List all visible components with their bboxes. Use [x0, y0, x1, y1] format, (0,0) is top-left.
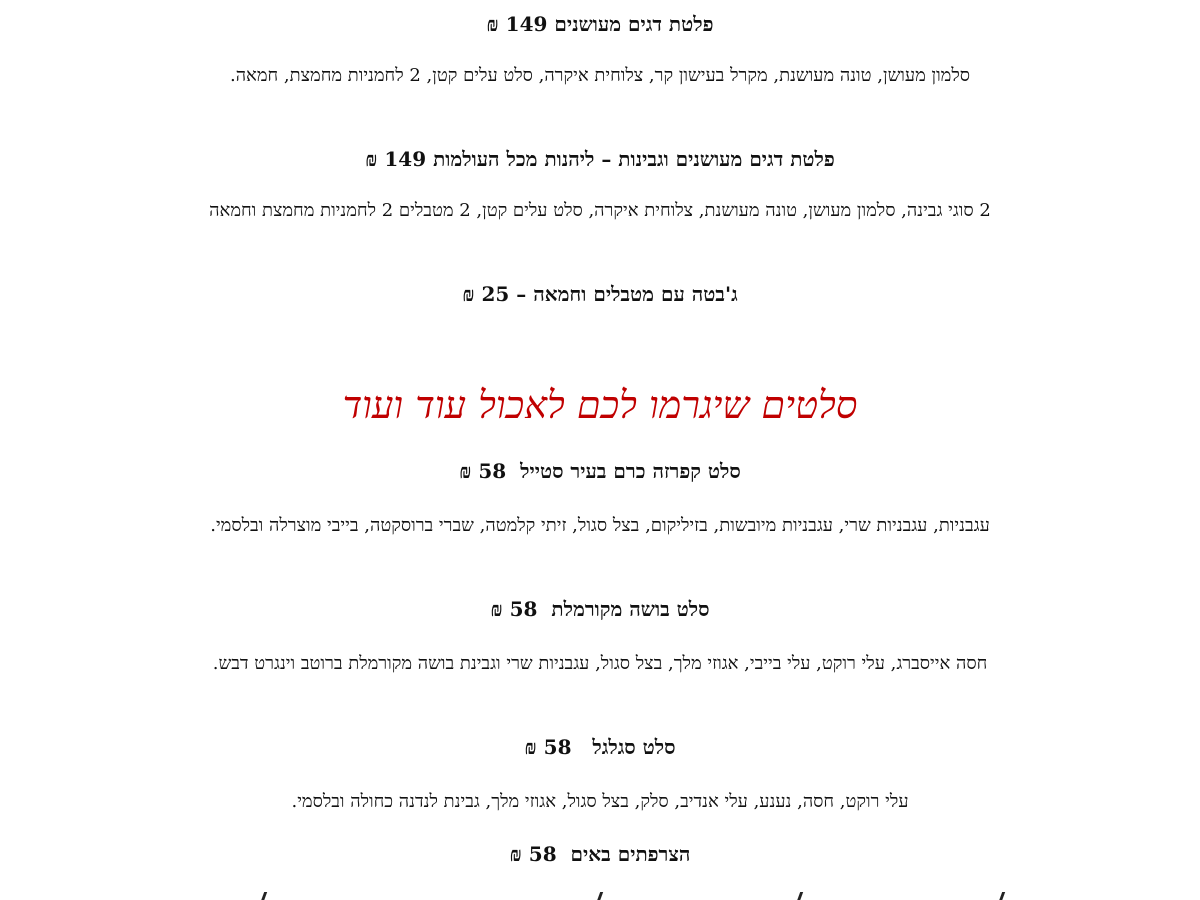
- item-title-segalgal-salad: סלט סגלגל 58 ₪: [524, 735, 676, 759]
- item-description-caramelized-bouche-salad: חסה אייסברג, עלי רוקט, עלי בייבי, אגוזי מלך, בצל סגול, עגבניות שרי וגבינת בושה מקורמלת ברוטב וינגרט דבש.: [212, 653, 988, 674]
- item-title-smoked-fish-platter: פלטת דגים מעושנים 149 ₪: [486, 12, 714, 36]
- item-description-caprese-salad: עגבניות, עגבניות שרי, עגבניות מיובשות, בזיליקום, בצל סגול, זיתי קלמטה, שברי ברוסקטה, בייבי מוצרלה ובלסמי.: [210, 515, 990, 536]
- item-description-segalgal-salad: עלי רוקט, חסה, נענע, עלי אנדיב, סלק, בצל סגול, אגוזי מלך, גבינת לנדנה כחולה ובלסמי.: [291, 791, 909, 812]
- item-title-the-french-are-coming: הצרפתים באים 58 ₪: [509, 842, 691, 866]
- item-description-smoked-fish-platter: סלמון מעושן, טונה מעושנת, מקרל בעישון קר, צלוחית איקרה, סלט עלים קטן, 2 לחמניות מחמצת, חמאה.: [229, 65, 971, 86]
- item-description-smoked-fish-cheese-platter: 2 סוגי גבינה, סלמון מעושן, טונה מעושנת, צלוחית איקרה, סלט עלים קטן, 2 מטבלים 2 לחמניות מחמצת וחמאה: [209, 200, 991, 221]
- item-title-smoked-fish-cheese-platter: פלטת דגים מעושנים וגבינות – ליהנות מכל העולמות 149 ₪: [365, 147, 835, 171]
- item-title-ciabatta: ג'בטה עם מטבלים וחמאה – 25 ₪: [462, 282, 738, 306]
- section-title-salads: סלטים שיגרמו לכם לאכול עוד ועוד: [342, 383, 858, 427]
- cut-off-text-line: [0, 888, 1200, 900]
- item-title-caramelized-bouche-salad: סלט בושה מקורמלת 58 ₪: [490, 597, 710, 621]
- item-title-caprese-salad: סלט קפרזה כרם בעיר סטייל 58 ₪: [459, 459, 741, 483]
